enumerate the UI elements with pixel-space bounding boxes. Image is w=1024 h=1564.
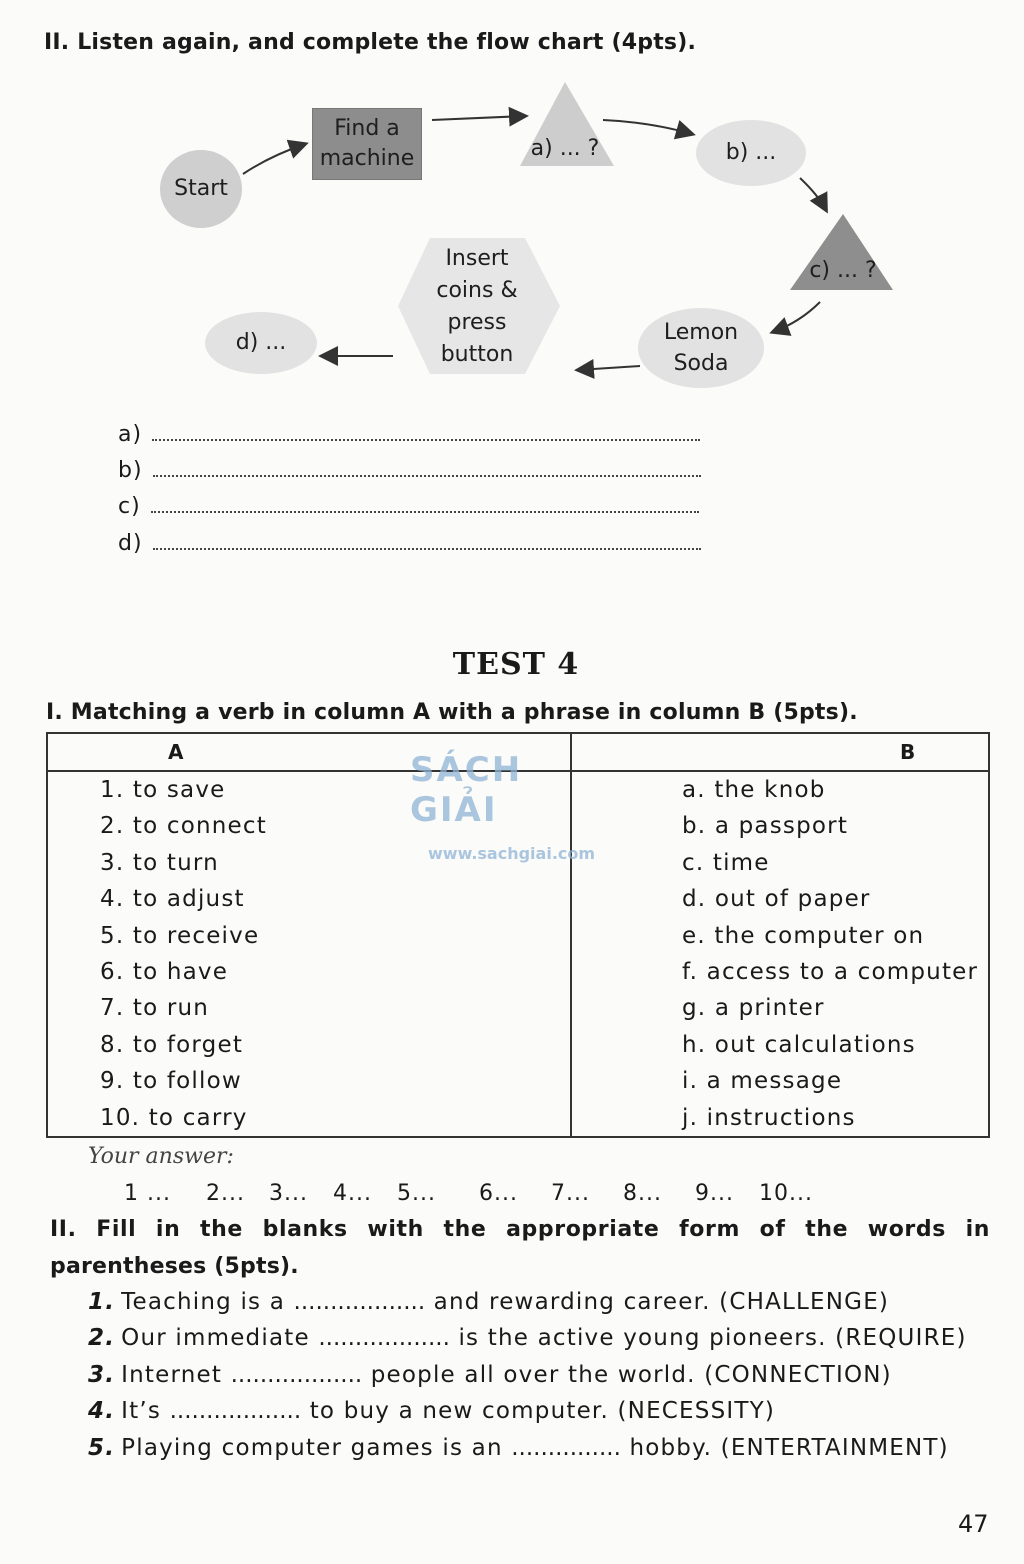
sentence-text-before: It’s <box>121 1398 162 1424</box>
sentence-text-after: to buy a new computer. (NECESSITY) <box>309 1398 776 1424</box>
column-b-item: g. a printer <box>682 995 825 1022</box>
flow-node-c <box>798 254 888 288</box>
answer-number[interactable]: 10... <box>759 1181 813 1206</box>
arrow-b-to-c <box>800 178 826 210</box>
arrow-lemon-to-insert <box>578 366 640 370</box>
column-a-item: 8. to forget <box>100 1031 244 1058</box>
column-a-header: A <box>47 733 571 771</box>
column-b-item: h. out calculations <box>682 1031 916 1058</box>
sentence-4 <box>88 1398 775 1424</box>
sentence-number: 2. <box>88 1325 116 1351</box>
flow-node-find-machine <box>312 108 422 180</box>
page-number: 47 <box>958 1510 989 1538</box>
fill-blanks-heading: II. Fill in the blanks with the appropriate form of the words in <box>50 1217 990 1242</box>
your-answer-label: Your answer: <box>88 1144 234 1169</box>
flow-node-b <box>696 120 806 186</box>
sentence-text-after: hobby. (ENTERTAINMENT) <box>629 1435 949 1461</box>
answer-number[interactable]: 6... <box>479 1181 518 1206</box>
section-heading-flow-chart: II. Listen again, and complete the flow chart (4pts). <box>44 30 697 55</box>
sentence-3 <box>88 1362 892 1388</box>
sentence-text-after: is the active young pioneers. (REQUIRE) <box>458 1325 967 1351</box>
insert-line3: press <box>447 310 507 335</box>
sentence-text-after: and rewarding career. (CHALLENGE) <box>433 1289 890 1315</box>
flow-node-start-label: Start <box>174 176 228 201</box>
answer-dots-a[interactable] <box>152 423 700 441</box>
arrow-start-to-find <box>243 144 305 174</box>
answer-number[interactable]: 8... <box>623 1181 662 1206</box>
sentence-blank[interactable]: .................. <box>318 1325 450 1351</box>
column-a-item: 2. to connect <box>100 813 267 840</box>
find-machine-line1: Find a <box>334 116 400 141</box>
lemon-soda-line2: Soda <box>673 351 729 376</box>
flow-node-d <box>205 312 317 374</box>
answer-dots-c[interactable] <box>151 495 699 513</box>
answer-line-a[interactable] <box>118 422 700 447</box>
answer-label-c: c) <box>118 494 141 519</box>
column-a-item: 4. to adjust <box>100 886 245 913</box>
fill-blanks-heading-cont: parentheses (5pts). <box>50 1254 299 1279</box>
column-a-item: 1. to save <box>100 777 226 803</box>
answer-number[interactable]: 9... <box>695 1181 734 1206</box>
answer-numbers <box>124 1181 829 1206</box>
sentence-blank[interactable]: .................. <box>230 1362 363 1388</box>
sentence-number: 4. <box>88 1398 116 1424</box>
flow-node-insert-coins <box>410 240 544 374</box>
answer-line-c[interactable] <box>118 494 699 519</box>
flow-node-a <box>510 132 620 166</box>
sentence-text-before: Our immediate <box>121 1325 310 1351</box>
answer-number[interactable]: 2... <box>206 1181 245 1206</box>
answer-number[interactable]: 5... <box>397 1181 436 1206</box>
column-b-item: a. the knob <box>682 777 826 803</box>
test-title: TEST 4 <box>452 647 580 682</box>
column-b-item: b. a passport <box>682 813 849 840</box>
lemon-soda-line1: Lemon <box>663 320 739 345</box>
answer-line-b[interactable] <box>118 458 701 483</box>
sentence-number: 1. <box>88 1289 116 1315</box>
answer-label-a: a) <box>118 422 143 447</box>
flow-node-b-label: b) ... <box>725 140 777 165</box>
answer-number[interactable]: 1 ... <box>124 1181 171 1206</box>
column-b-item: f. access to a computer <box>682 958 979 985</box>
flow-node-a-label: a) ... ? <box>530 136 600 161</box>
column-a-item: 10. to carry <box>100 1104 248 1131</box>
matching-heading: I. Matching a verb in column A with a phrase in column B (5pts). <box>46 700 858 725</box>
answer-dots-b[interactable] <box>153 459 701 477</box>
watermark-logo <box>410 740 620 863</box>
sentence-text-after: people all over the world. (CONNECTION) <box>370 1362 892 1388</box>
insert-line4: button <box>440 342 514 367</box>
find-machine-line2: machine <box>319 146 415 171</box>
answer-label-b: b) <box>118 458 143 483</box>
sentence-5 <box>88 1435 949 1461</box>
answer-number[interactable]: 3... <box>269 1181 308 1206</box>
column-a-item: 5. to receive <box>100 922 260 949</box>
insert-line1: Insert <box>445 246 509 271</box>
column-b-item: j. instructions <box>682 1104 856 1131</box>
sentence-blank[interactable]: ............... <box>511 1435 621 1461</box>
column-a-item: 6. to have <box>100 958 229 985</box>
watermark-url: www.sachgiai.com <box>428 844 596 863</box>
watermark-brand: SÁCH GIẢI <box>410 750 523 830</box>
answer-number[interactable]: 4... <box>333 1181 372 1206</box>
sentence-text-before: Internet <box>121 1362 223 1388</box>
column-b-item: c. time <box>682 849 770 876</box>
column-a-item: 9. to follow <box>100 1068 242 1095</box>
insert-line2: coins & <box>436 278 518 303</box>
answer-label-d: d) <box>118 531 143 556</box>
sentence-blank[interactable]: .................. <box>169 1398 302 1424</box>
sentence-text-before: Playing computer games is an <box>121 1435 503 1461</box>
column-a-item: 3. to turn <box>100 849 219 876</box>
column-b-header: B <box>571 733 989 771</box>
column-a-item: 7. to run <box>100 995 210 1022</box>
answer-dots-d[interactable] <box>153 532 701 550</box>
flow-node-lemon-soda <box>638 308 764 388</box>
arrow-find-to-a <box>432 116 525 120</box>
column-b <box>571 771 989 1137</box>
sentence-1 <box>88 1289 889 1315</box>
flow-node-c-label: c) ... ? <box>809 258 877 283</box>
sentence-blank[interactable]: .................. <box>293 1289 426 1315</box>
column-b-item: e. the computer on <box>682 922 925 949</box>
sentence-number: 5. <box>88 1435 116 1461</box>
answer-number[interactable]: 7... <box>551 1181 590 1206</box>
arrow-c-to-lemon <box>773 302 820 332</box>
flow-node-d-label: d) ... <box>235 330 287 355</box>
column-b-item: i. a message <box>682 1068 843 1095</box>
flow-chart <box>0 70 1024 400</box>
answer-line-d[interactable] <box>118 531 701 556</box>
column-b-item: d. out of paper <box>682 886 871 913</box>
flow-node-start <box>160 150 242 228</box>
sentence-2 <box>88 1325 967 1351</box>
sentence-number: 3. <box>88 1362 116 1388</box>
sentence-text-before: Teaching is a <box>121 1289 286 1315</box>
